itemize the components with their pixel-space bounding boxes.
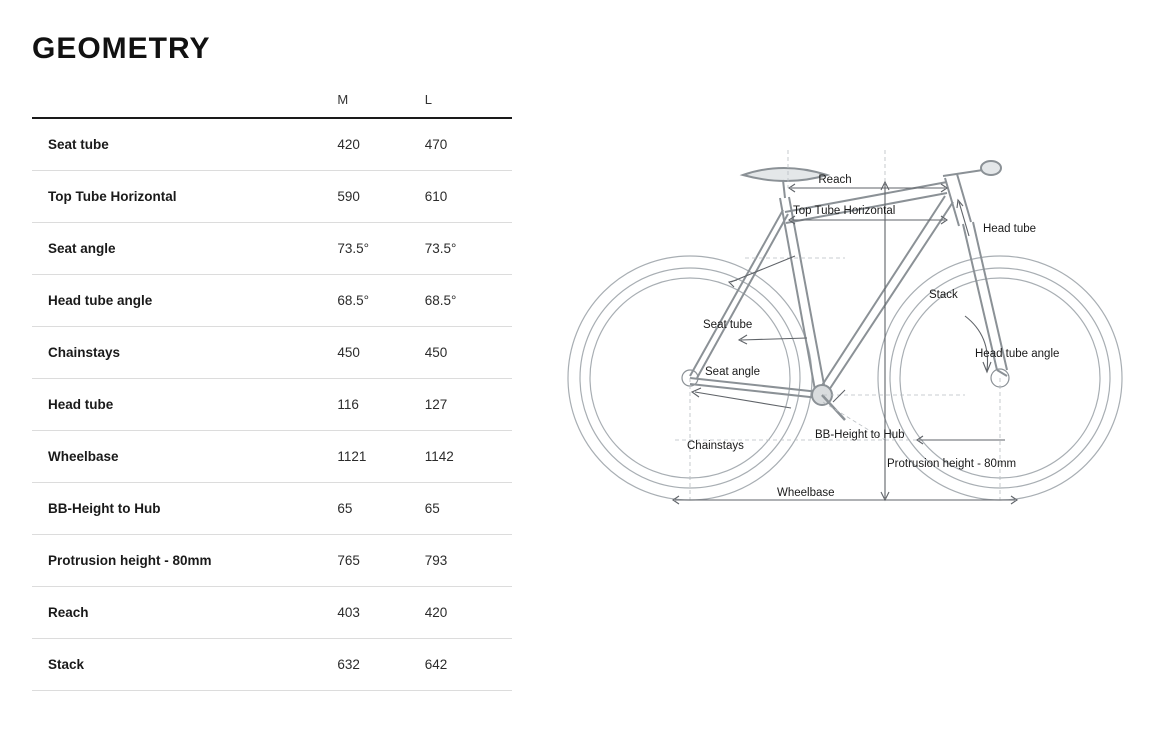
row-value-l: 470: [425, 118, 512, 171]
page-title: GEOMETRY: [32, 32, 211, 65]
row-value-m: 632: [337, 639, 424, 691]
label-protrusion-height: Protrusion height - 80mm: [887, 458, 1017, 470]
row-value-l: 65: [425, 483, 512, 535]
table-row: [32, 223, 512, 275]
row-label: Chainstays: [32, 327, 337, 379]
table-row: [32, 327, 512, 379]
row-value-l: 127: [425, 379, 512, 431]
table-row: [32, 639, 512, 691]
row-value-m: 403: [337, 587, 424, 639]
row-label: BB-Height to Hub: [32, 483, 337, 535]
label-head-tube: Head tube: [983, 223, 1037, 235]
table-row: [32, 431, 512, 483]
table-row: [32, 171, 512, 223]
label-reach: Reach: [818, 174, 852, 186]
row-value-m: 65: [337, 483, 424, 535]
table-row: [32, 275, 512, 327]
label-seat-angle: Seat angle: [705, 366, 760, 378]
row-value-l: 1142: [425, 431, 512, 483]
column-header-m: M: [337, 86, 424, 118]
row-value-l: 68.5°: [425, 275, 512, 327]
table-row: [32, 535, 512, 587]
table-header-row: [32, 86, 512, 118]
label-stack: Stack: [929, 289, 958, 301]
row-label: Wheelbase: [32, 431, 337, 483]
column-header-l: L: [425, 86, 512, 118]
saddle-icon: [743, 168, 827, 198]
row-label: Protrusion height - 80mm: [32, 535, 337, 587]
bike-geometry-diagram: [545, 140, 1145, 540]
bike-outline-icon: [568, 256, 1122, 500]
row-label: Stack: [32, 639, 337, 691]
row-value-m: 450: [337, 327, 424, 379]
label-head-tube-angle: Head tube angle: [975, 348, 1060, 360]
table-row: [32, 379, 512, 431]
label-chainstays: Chainstays: [687, 440, 744, 452]
table-row: [32, 587, 512, 639]
row-value-l: 73.5°: [425, 223, 512, 275]
table-row: [32, 118, 512, 171]
row-label: Top Tube Horizontal: [32, 171, 337, 223]
geometry-table: [32, 86, 512, 691]
row-value-l: 420: [425, 587, 512, 639]
row-value-m: 765: [337, 535, 424, 587]
row-value-m: 1121: [337, 431, 424, 483]
row-value-l: 793: [425, 535, 512, 587]
table-header: [32, 86, 512, 118]
row-value-l: 642: [425, 639, 512, 691]
table-row: [32, 483, 512, 535]
table-body: [32, 118, 512, 691]
row-label: Seat angle: [32, 223, 337, 275]
column-header-label: [32, 86, 337, 118]
label-wheelbase: Wheelbase: [777, 487, 835, 499]
row-value-m: 73.5°: [337, 223, 424, 275]
row-value-m: 68.5°: [337, 275, 424, 327]
label-seat-tube: Seat tube: [703, 319, 753, 331]
row-value-m: 420: [337, 118, 424, 171]
label-top-tube-horizontal: Top Tube Horizontal: [793, 205, 896, 217]
row-value-l: 610: [425, 171, 512, 223]
row-label: Head tube: [32, 379, 337, 431]
row-value-m: 116: [337, 379, 424, 431]
label-bb-height-to-hub: BB-Height to Hub: [815, 429, 905, 441]
row-label: Head tube angle: [32, 275, 337, 327]
row-value-m: 590: [337, 171, 424, 223]
row-value-l: 450: [425, 327, 512, 379]
handlebar-icon: [943, 161, 1001, 176]
row-label: Reach: [32, 587, 337, 639]
row-label: Seat tube: [32, 118, 337, 171]
